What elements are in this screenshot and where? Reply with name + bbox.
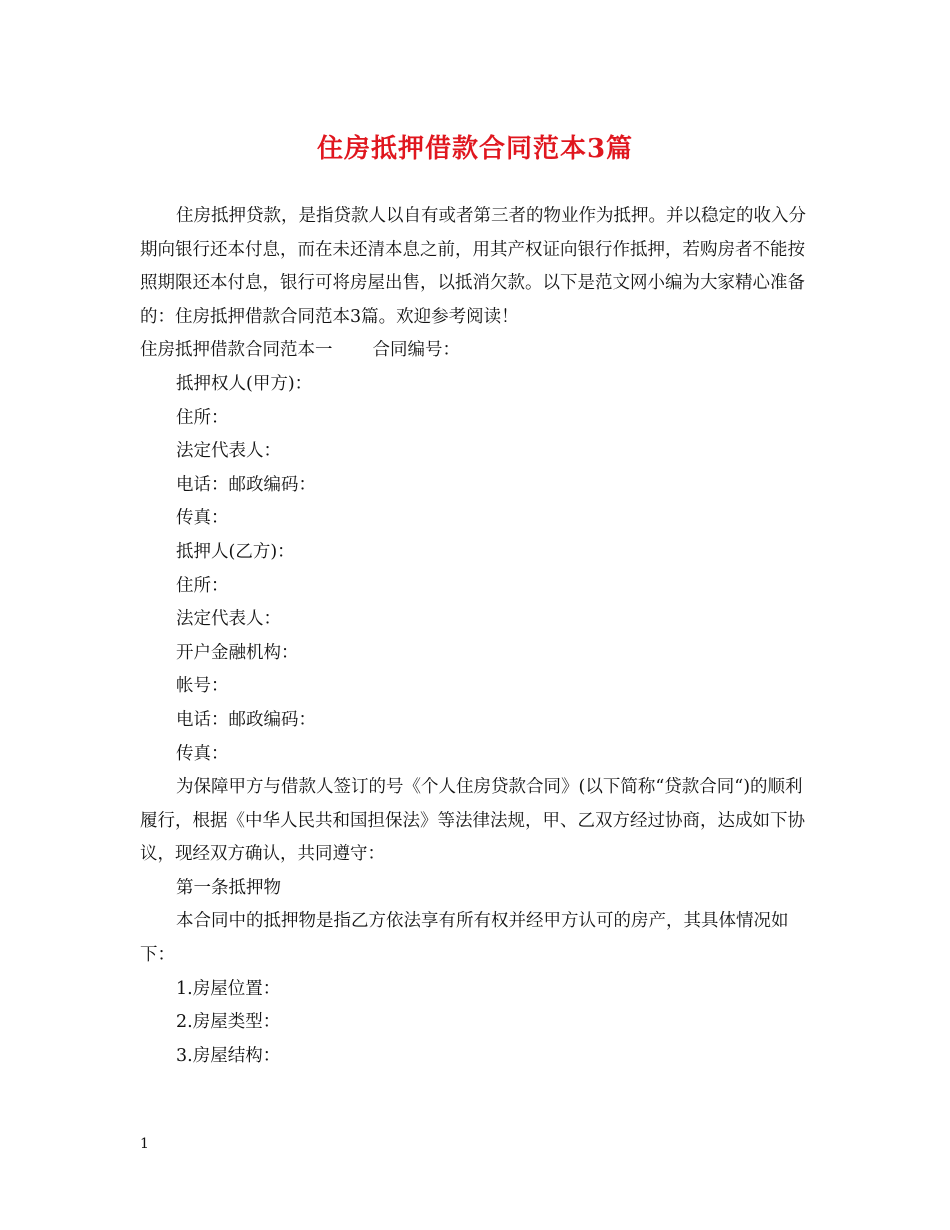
contract-number-label: 合同编号：: [372, 340, 460, 361]
party-b-bank: 开户金融机构：: [176, 642, 299, 663]
party-b-legal-rep: 法定代表人：: [176, 609, 281, 630]
item-house-structure: 3.房屋结构：: [176, 1045, 281, 1066]
document-title: 住房抵押借款合同范本3篇: [316, 134, 634, 164]
party-a-legal-rep: 法定代表人：: [176, 441, 281, 462]
item-house-location: 1.房屋位置：: [176, 978, 281, 999]
item-house-type: 2.房屋类型：: [176, 1012, 281, 1033]
page-number: 1: [140, 1136, 149, 1152]
preamble-paragraph: 为保障甲方与借款人签订的号《个人住房贷款合同》(以下简称“贷款合同“)的顺利履行，根据《中华人民共和国担保法》等法律法规，甲、乙双方经过协商，达成如下协议，现经双方确认，共同遵守：: [140, 777, 805, 865]
party-b-account: 帐号：: [176, 676, 229, 697]
document-body: [140, 200, 810, 1073]
party-a-fax: 传真：: [176, 508, 229, 529]
party-b-title: 抵押人(乙方)：: [176, 541, 295, 562]
party-b-phone-post: 电话：邮政编码：: [176, 709, 316, 730]
party-b-fax: 传真：: [176, 743, 229, 764]
article-1-text: 本合同中的抵押物是指乙方依法享有所有权并经甲方认可的房产，其具体情况如下：: [140, 911, 789, 966]
party-a-address: 住所：: [176, 407, 229, 428]
party-a-title: 抵押权人(甲方)：: [176, 373, 313, 394]
party-a-phone-post: 电话：邮政编码：: [176, 474, 316, 495]
contract-heading: 住房抵押借款合同范本一: [140, 340, 333, 361]
article-1-title: 第一条抵押物: [176, 877, 281, 898]
intro-paragraph: 住房抵押贷款，是指贷款人以自有或者第三者的物业作为抵押。并以稳定的收入分期向银行还本付息，而在未还清本息之前，用其产权证向银行作抵押，若购房者不能按照期限还本付息，银行可将房屋出售，以抵消欠款。以下是范文网小编为大家精心准备的：住房抵押借款合同范本3篇。欢迎参考阅读！: [140, 206, 806, 327]
party-b-address: 住所：: [176, 575, 229, 596]
contract-heading-line: [140, 334, 810, 368]
